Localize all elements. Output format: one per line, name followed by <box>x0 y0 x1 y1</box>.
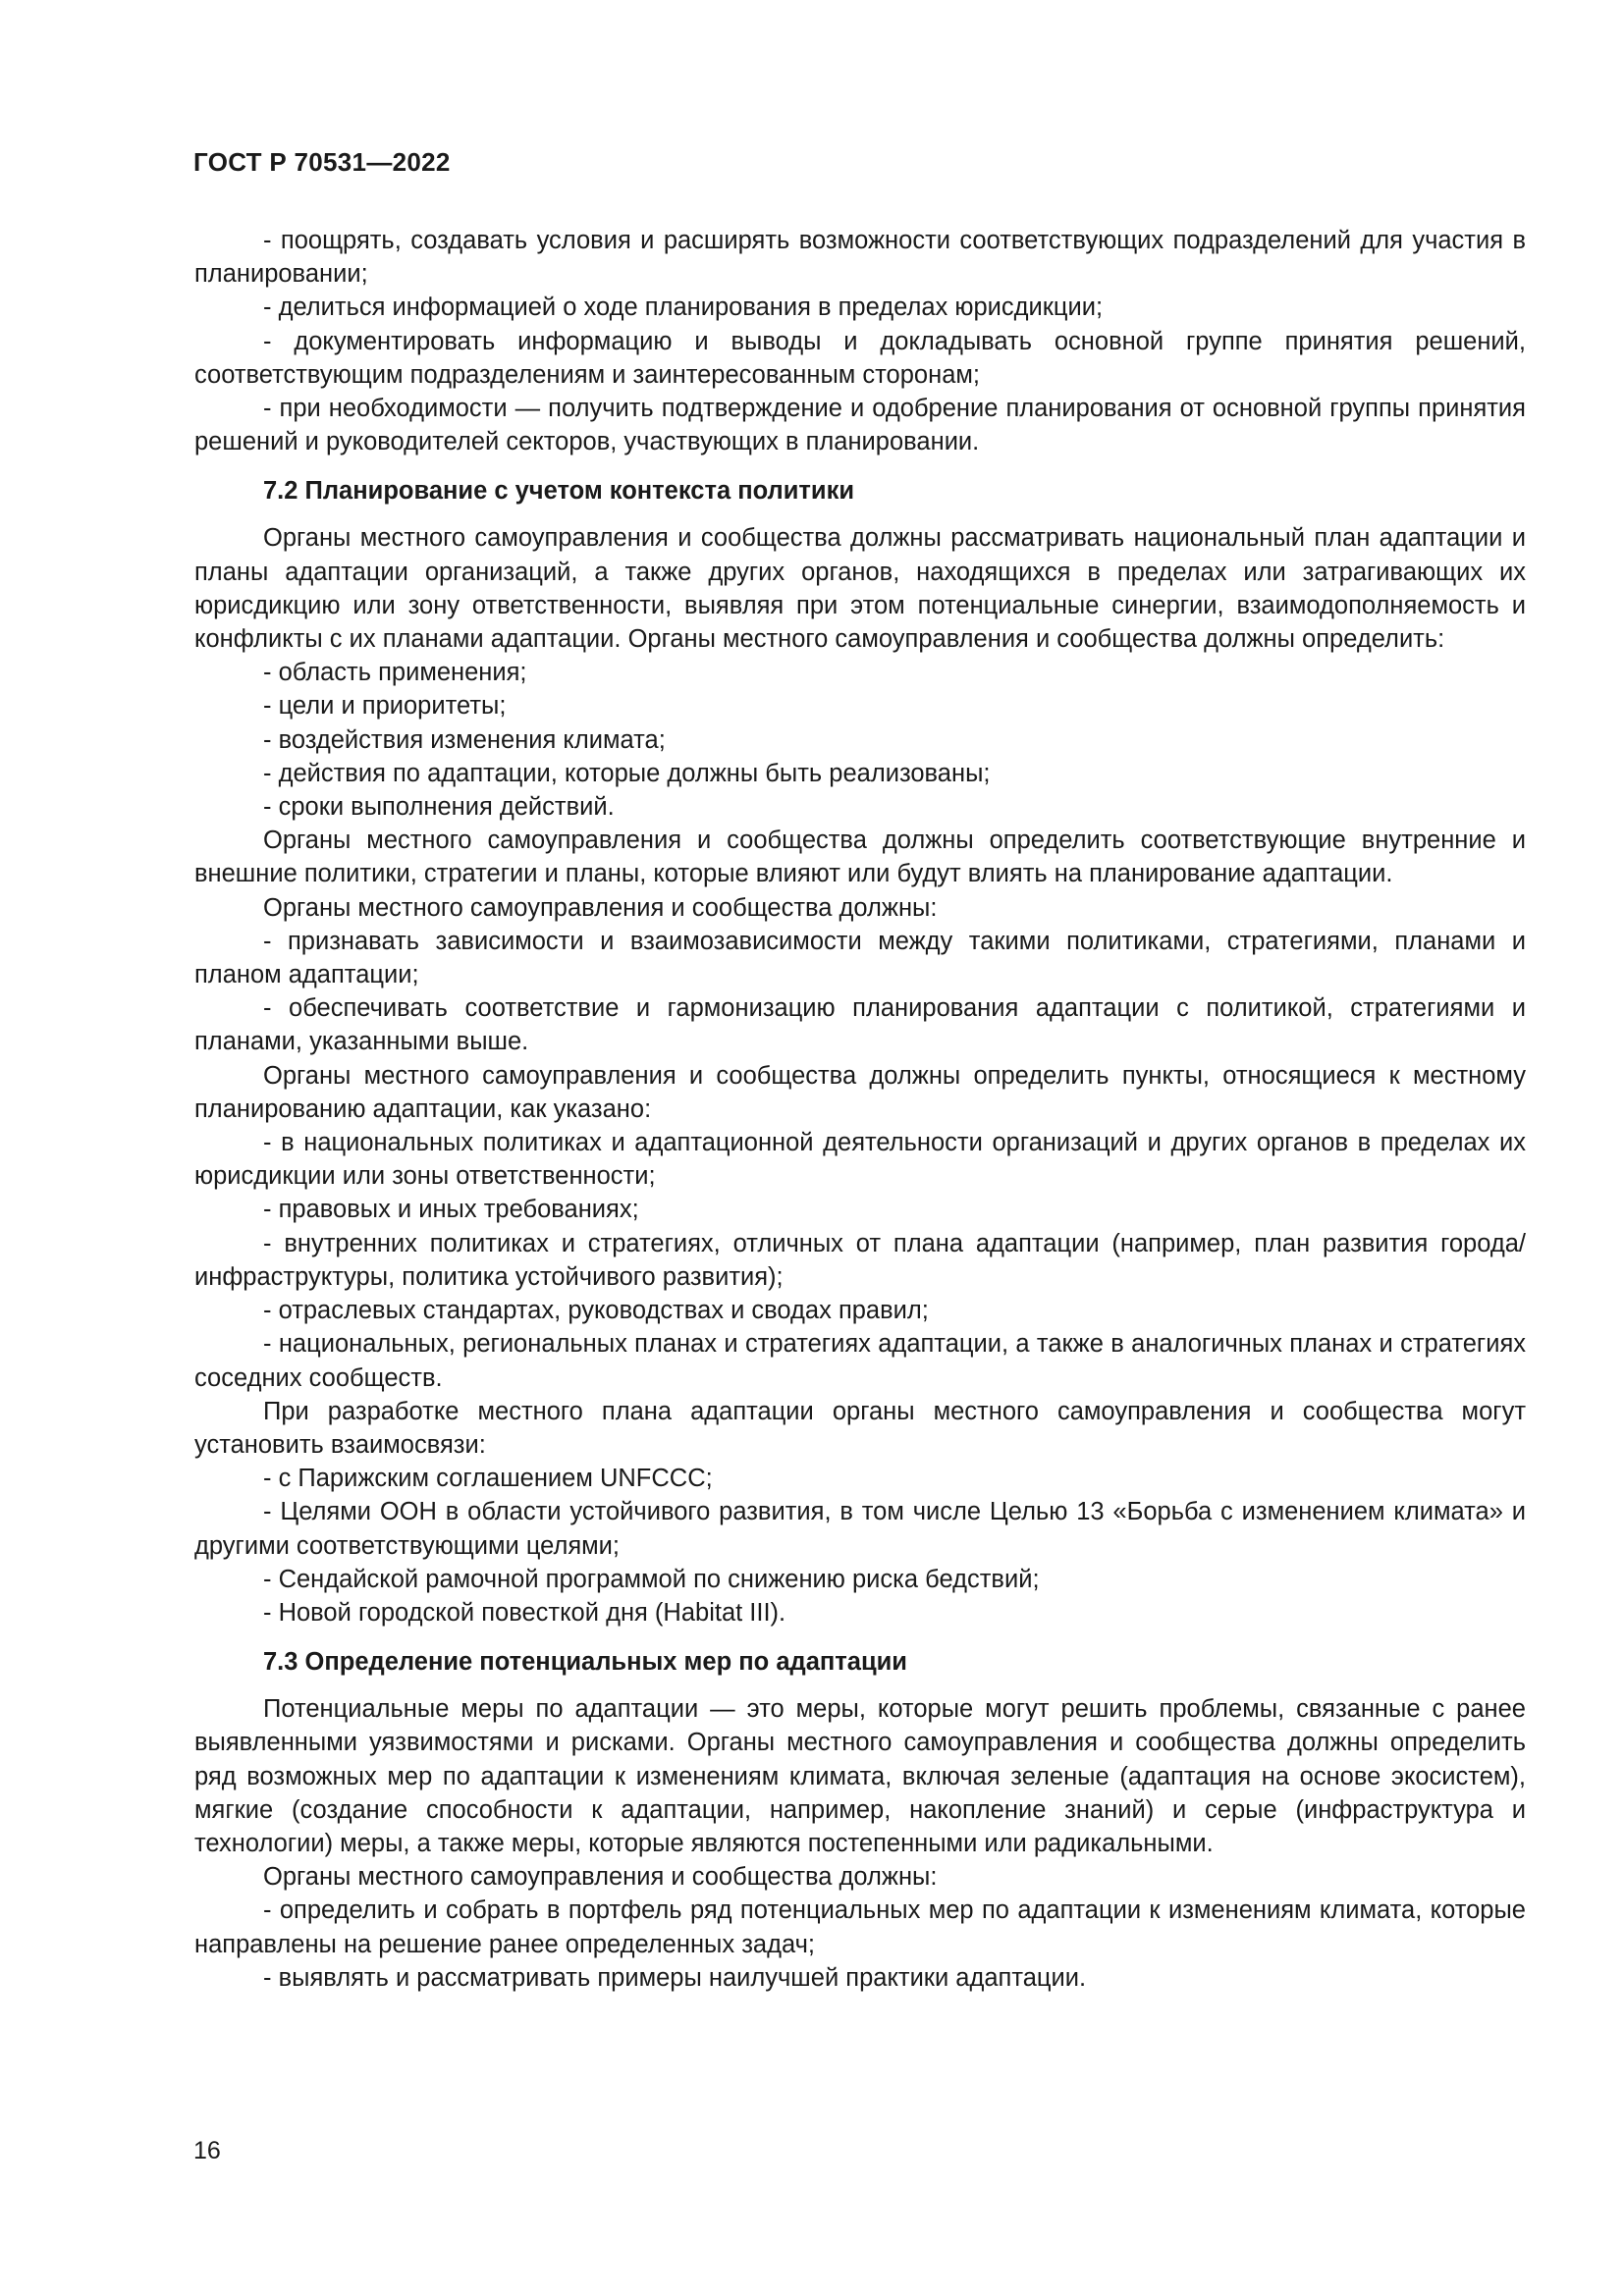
list-item: - с Парижским соглашением UNFCCC; <box>263 1465 713 1493</box>
list-item: - выявлять и рассматривать примеры наилучшей практики адаптации. <box>263 1963 1087 1992</box>
list-item: - область применения; <box>263 659 527 687</box>
document-header: ГОСТ Р 70531—2022 <box>193 147 451 177</box>
list-item: - признавать зависимости и взаимозависимости между такими политиками, стратегиями, планами и планом адаптации; <box>194 927 1526 989</box>
list-item: - Целями ООН в области устойчивого развития, в том числе Целью 13 «Борьба с изменением климата» и другими соответствующими целями; <box>194 1498 1526 1560</box>
paragraph: При разработке местного плана адаптации органы местного самоуправления и сообщества могут установить взаимосвязи: <box>194 1397 1526 1459</box>
list-item: - отраслевых стандартах, руководствах и сводах правил; <box>263 1297 929 1325</box>
list-item: - Новой городской повесткой дня (Habitat III). <box>263 1598 786 1627</box>
list-item: - Сендайской рамочной программой по снижению риска бедствий; <box>263 1565 1040 1593</box>
paragraph: Органы местного самоуправления и сообщества должны определить пункты, относящиеся к местному планированию адаптации, как указано: <box>194 1061 1526 1123</box>
list-item: - сроки выполнения действий. <box>263 793 615 822</box>
section-heading-7-2: 7.2 Планирование с учетом контекста политики <box>263 477 855 506</box>
list-item: - действия по адаптации, которые должны быть реализованы; <box>263 759 991 787</box>
paragraph: Органы местного самоуправления и сообщества должны: <box>263 893 938 922</box>
list-item: - при необходимости — получить подтверждение и одобрение планирования от основной группы принятия решений и руководителей секторов, участвующих в планировании. <box>194 395 1526 456</box>
list-item: - правовых и иных требованиях; <box>263 1196 639 1224</box>
list-item: - делиться информацией о ходе планирования в пределах юрисдикции; <box>263 294 1104 322</box>
list-item: - документировать информацию и выводы и докладывать основной группе принятия решений, соответствующим подразделениям и заинтересованным сторонам; <box>194 327 1526 389</box>
page-number: 16 <box>193 2137 221 2164</box>
document-body <box>194 224 1526 1995</box>
list-item: - в национальных политиках и адаптационной деятельности организаций и других органов в пределах их юрисдикции или зоны ответственности; <box>194 1129 1526 1191</box>
list-item: - воздействия изменения климата; <box>263 725 666 754</box>
paragraph: Органы местного самоуправления и сообщества должны: <box>263 1863 938 1892</box>
list-item: - национальных, региональных планах и стратегиях адаптации, а также в аналогичных планах и стратегиях соседних сообществ. <box>194 1330 1526 1392</box>
list-item: - внутренних политиках и стратегиях, отличных от плана адаптации (например, план развития города/инфраструктуры, политика устойчивого развития); <box>194 1229 1526 1291</box>
section-heading-7-3: 7.3 Определение потенциальных мер по адаптации <box>263 1648 907 1677</box>
list-item: - цели и приоритеты; <box>263 692 507 721</box>
list-item: - определить и собрать в портфель ряд потенциальных мер по адаптации к изменениям климата, которые направлены на решение ранее определенных задач; <box>194 1896 1526 1958</box>
list-item: - обеспечивать соответствие и гармонизацию планирования адаптации с политикой, стратегиями и планами, указанными выше. <box>194 994 1526 1056</box>
list-item: - поощрять, создавать условия и расширять возможности соответствующих подразделений для участия в планировании; <box>194 227 1526 289</box>
paragraph: Органы местного самоуправления и сообщества должны определить соответствующие внутренние и внешние политики, стратегии и планы, которые влияют или будут влиять на планирование адаптации. <box>194 827 1526 888</box>
paragraph: Органы местного самоуправления и сообщества должны рассматривать национальный план адаптации и планы адаптации организаций, а также других органов, находящихся в пределах или затрагивающих их юрисдикцию или зону ответственности, выявляя при этом потенциальные синергии, взаимодополняемость и конфликты с их планами адаптации. Органы местного самоуправления и сообщества должны определить: <box>194 524 1526 654</box>
paragraph: Потенциальные меры по адаптации — это меры, которые могут решить проблемы, связанные с ранее выявленными уязвимостями и рисками. Органы местного самоуправления и сообщества должны определить ряд возможных мер по адаптации к изменениям климата, включая зеленые (адаптация на основе экосистем), мягкие (создание способности к адаптации, например, накопление знаний) и серые (инфраструктура и технологии) меры, а также меры, которые являются постепенными или радикальными. <box>194 1695 1526 1857</box>
